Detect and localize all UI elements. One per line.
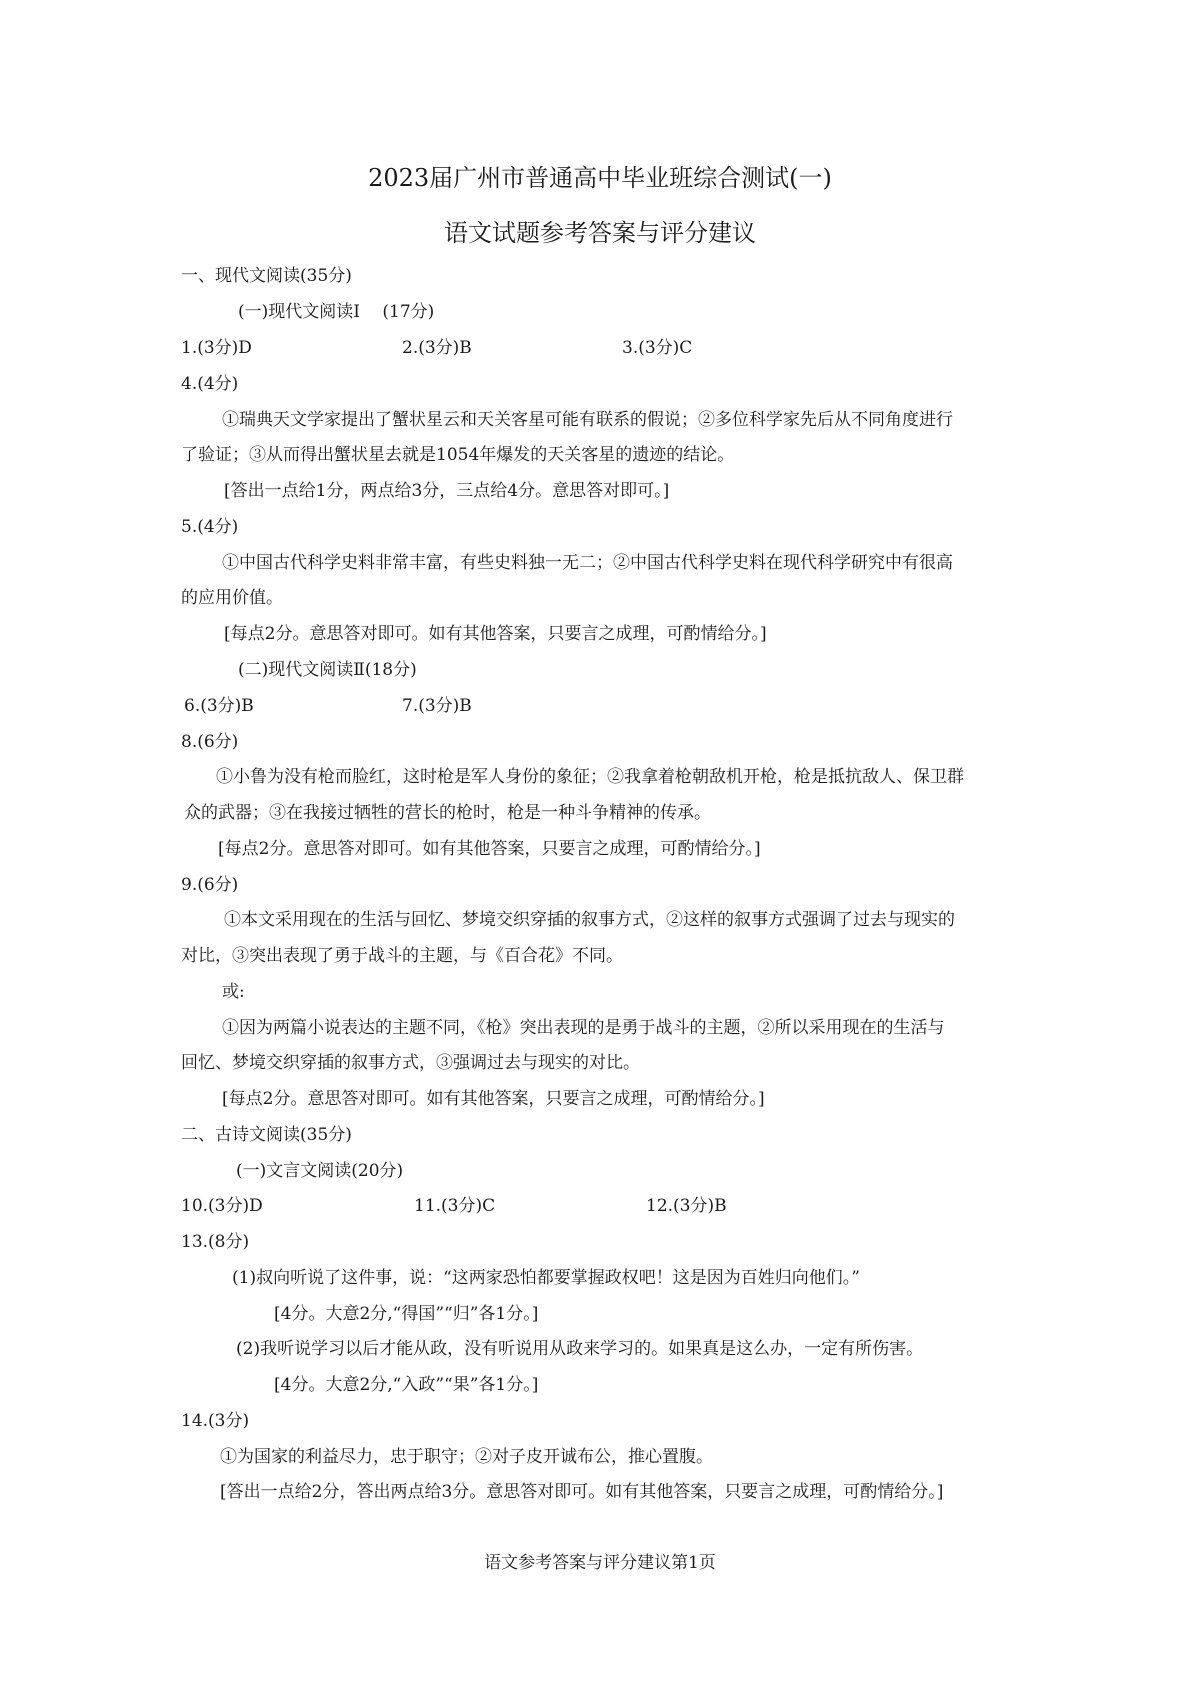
answer-q8-line1: ①小鲁为没有枪而脸红，这时枪是军人身份的象征；②我拿着枪朝敌机开枪，枪是抵抗敌人、保卫群: [216, 767, 964, 787]
question-label-q8: 8.(6分): [181, 732, 239, 752]
subsection-heading-reading-1: (一)现代文阅读Ⅰ (17分): [238, 302, 435, 322]
scoring-note-q8: [每点2分。意思答对即可。如有其他答案，只要言之成理，可酌情给分。]: [218, 839, 761, 859]
answer-q8-line2: 众的武器；③在我接过牺牲的营长的枪时，枪是一种斗争精神的传承。: [184, 803, 711, 823]
answer-q10: 10.(3分)D: [181, 1196, 263, 1216]
answer-q13-part1: (1)叔向听说了这件事，说：“这两家恐怕都要掌握政权吧！这是因为百姓归向他们。”: [232, 1268, 860, 1288]
answer-q5-line2: 的应用价值。: [181, 588, 283, 608]
question-label-q14: 14.(3分): [181, 1411, 250, 1431]
answer-q13-part2: (2)我听说学习以后才能从政，没有听说用从政来学习的。如果真是这么办，一定有所伤害。: [236, 1339, 924, 1359]
page-footer: 语文参考答案与评分建议第1页: [484, 1553, 716, 1573]
answer-q7: 7.(3分)B: [402, 696, 472, 716]
question-label-q9: 9.(6分): [181, 875, 239, 895]
scoring-note-q13-part2: [4分。大意2分,“入政”“果”各1分。]: [274, 1375, 539, 1395]
answer-q9-line1: ①本文采用现在的生活与回忆、梦境交织穿插的叙事方式，②这样的叙事方式强调了过去与现实的: [224, 910, 955, 930]
answer-q6: 6.(3分)B: [184, 696, 254, 716]
answer-q2: 2.(3分)B: [402, 338, 472, 358]
answer-q11: 11.(3分)C: [414, 1196, 496, 1216]
answer-q9-line3: ①因为两篇小说表达的主题不同，《枪》突出表现的是勇于战斗的主题，②所以采用现在的生活与: [222, 1018, 945, 1038]
answer-q4-line2: 了验证；③从而得出蟹状星去就是1054年爆发的天关客星的遗迹的结论。: [181, 445, 735, 465]
answer-q12: 12.(3分)B: [646, 1196, 727, 1216]
section-heading-modern-reading: 一、现代文阅读(35分): [181, 266, 352, 286]
answer-q4-line1: ①瑞典天文学家提出了蟹状星云和天关客星可能有联系的假说；②多位科学家先后从不同角度进行: [222, 410, 953, 430]
answer-q14-line1: ①为国家的利益尽力，忠于职守；②对子皮开诚布公，推心置腹。: [220, 1447, 713, 1467]
question-label-q5: 5.(4分): [181, 517, 239, 537]
answer-q9-or: 或:: [222, 982, 245, 1002]
answer-q9-line4: 回忆、梦境交织穿插的叙事方式，③强调过去与现实的对比。: [181, 1053, 640, 1073]
answer-q9-line2: 对比，③突出表现了勇于战斗的主题，与《百合花》不同。: [181, 946, 623, 966]
answer-q5-line1: ①中国古代科学史料非常丰富，有些史料独一无二；②中国古代科学史料在现代科学研究中有很高: [222, 553, 953, 573]
subsection-heading-classical-prose: (一)文言文阅读(20分): [236, 1161, 404, 1181]
scoring-note-q9: [每点2分。意思答对即可。如有其他答案，只要言之成理，可酌情给分。]: [222, 1089, 765, 1109]
subsection-heading-reading-2: (二)现代文阅读Ⅱ(18分): [238, 660, 417, 680]
scoring-note-q5: [每点2分。意思答对即可。如有其他答案，只要言之成理，可酌情给分。]: [224, 624, 767, 644]
section-heading-classical-reading: 二、古诗文阅读(35分): [181, 1125, 352, 1145]
answer-q3: 3.(3分)C: [622, 338, 693, 358]
scoring-note-q4: [答出一点给1分，两点给3分，三点给4分。意思答对即可。]: [224, 481, 670, 501]
document-title: 2023届广州市普通高中毕业班综合测试(一): [368, 164, 832, 192]
scoring-note-q13-part1: [4分。大意2分,“得国”“归”各1分。]: [274, 1304, 539, 1324]
document-subtitle: 语文试题参考答案与评分建议: [444, 219, 756, 247]
answer-q1: 1.(3分)D: [181, 338, 252, 358]
question-label-q4: 4.(4分): [181, 374, 239, 394]
scoring-note-q14: [答出一点给2分，答出两点给3分。意思答对即可。如有其他答案，只要言之成理，可酌情给分。]: [220, 1482, 944, 1502]
question-label-q13: 13.(8分): [181, 1232, 250, 1252]
